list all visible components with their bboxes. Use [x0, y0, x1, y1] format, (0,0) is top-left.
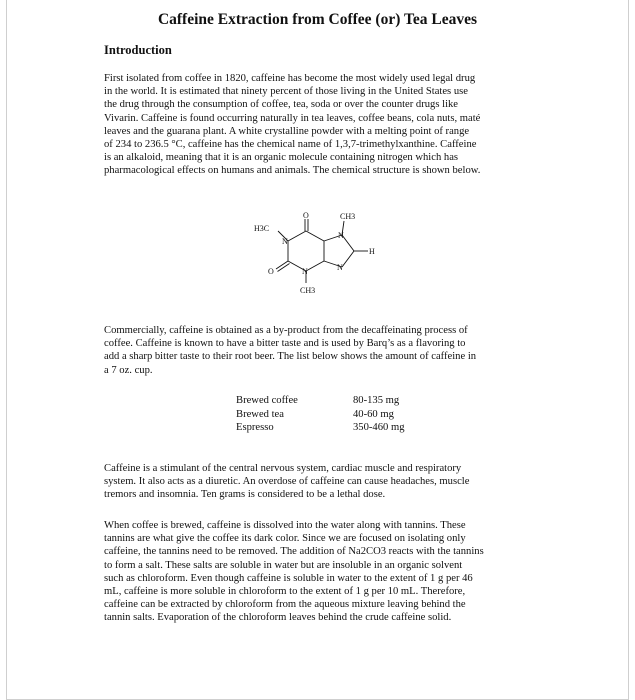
o-top-label: O [303, 211, 309, 220]
text-line: coffee. Caffeine is known to have a bitter taste and is used by Barq’s as a flavoring to [104, 338, 466, 350]
n-label: N [337, 263, 343, 272]
text-line: to form a salt. These salts are soluble in water but are insoluble in an organic solvent [104, 559, 463, 571]
text-line: Vivarin. Caffeine is found occurring naturally in tea leaves, coffee beans, cola nuts, maté [104, 112, 481, 124]
document-title: Caffeine Extraction from Coffee (or) Tea Leaves [157, 11, 478, 28]
text-line: Caffeine is a stimulant of the central nervous system, cardiac muscle and respiratory [104, 463, 462, 474]
ch3-bottom-label: CH3 [300, 286, 316, 295]
text-line: such as chloroform. Even though caffeine is soluble in water to the extent of 1 g per 46 [104, 572, 473, 584]
text-line: leaves and the guarana plant. A white crystalline powder with a melting point of range [104, 125, 470, 137]
drink-column [236, 394, 298, 435]
amount-cell: 40-60 mg [353, 408, 394, 420]
intro-paragraph [104, 72, 536, 178]
text-line: caffeine can be extracted by chloroform from the aqueous mixture leaving behind the [104, 599, 466, 611]
stimulant-paragraph [104, 462, 536, 502]
drink-cell: Espresso [236, 422, 274, 433]
h-label: H [369, 247, 375, 256]
commercial-paragraph [104, 324, 536, 377]
drink-cell: Brewed coffee [236, 395, 298, 406]
n-label: N [282, 237, 288, 246]
brewing-paragraph [104, 519, 536, 625]
ch3-top-label: CH3 [340, 212, 356, 221]
h3c-label: H3C [254, 224, 270, 233]
n-label: N [338, 231, 344, 240]
text-line: add a sharp bitter taste to their root beer. The list below shows the amount of caffeine in [104, 351, 477, 363]
text-line: a 7 oz. cup. [104, 364, 153, 376]
text-line: tremors and insomnia. Ten grams is considered to be a lethal dose. [104, 489, 386, 501]
amount-cell: 80-135 mg [353, 395, 400, 406]
text-line: When coffee is brewed, caffeine is dissolved into the water along with tannins. These [104, 520, 466, 531]
n-label: N [302, 267, 308, 276]
text-line: tannins are what give the coffee its dark color. Since we are focused on isolating only [104, 533, 466, 545]
caffeine-structure-diagram [248, 207, 388, 303]
text-line: caffeine, the tannins need to be removed. The addition of Na2CO3 reacts with the tannins [104, 546, 484, 558]
drink-cell: Brewed tea [236, 408, 284, 420]
section-heading: Introduction [104, 43, 172, 57]
text-line: is an alkaloid, meaning that it is an organic molecule containing nitrogen which has [104, 152, 459, 164]
text-line: First isolated from coffee in 1820, caffeine has become the most widely used legal drug [104, 73, 476, 84]
text-line: of 234 to 236.5 °C, caffeine has the chemical name of 1,3,7-trimethylxanthine. Caffeine [104, 139, 477, 151]
text-line: in the world. It is estimated that ninety percent of those living in the United States use [104, 86, 468, 98]
text-line: the drug through the consumption of coffee, tea, soda or over the counter drugs like [104, 99, 459, 111]
text-line: mL, caffeine is more soluble in chloroform to the extent of 1 g per 10 mL. Therefore, [104, 586, 466, 598]
text-line: pharmacological effects on humans and animals. The chemical structure is shown below. [104, 165, 481, 177]
o-left-label: O [268, 267, 274, 276]
amount-column [353, 394, 405, 435]
text-line: tannin salts. Evaporation of the chloroform leaves behind the crude caffeine solid. [104, 612, 452, 624]
amount-cell: 350-460 mg [353, 422, 405, 433]
text-line: Commercially, caffeine is obtained as a by-product from the decaffeinating process of [104, 325, 468, 336]
text-line: system. It also acts as a diuretic. An overdose of caffeine can cause headaches, muscle [104, 476, 470, 488]
